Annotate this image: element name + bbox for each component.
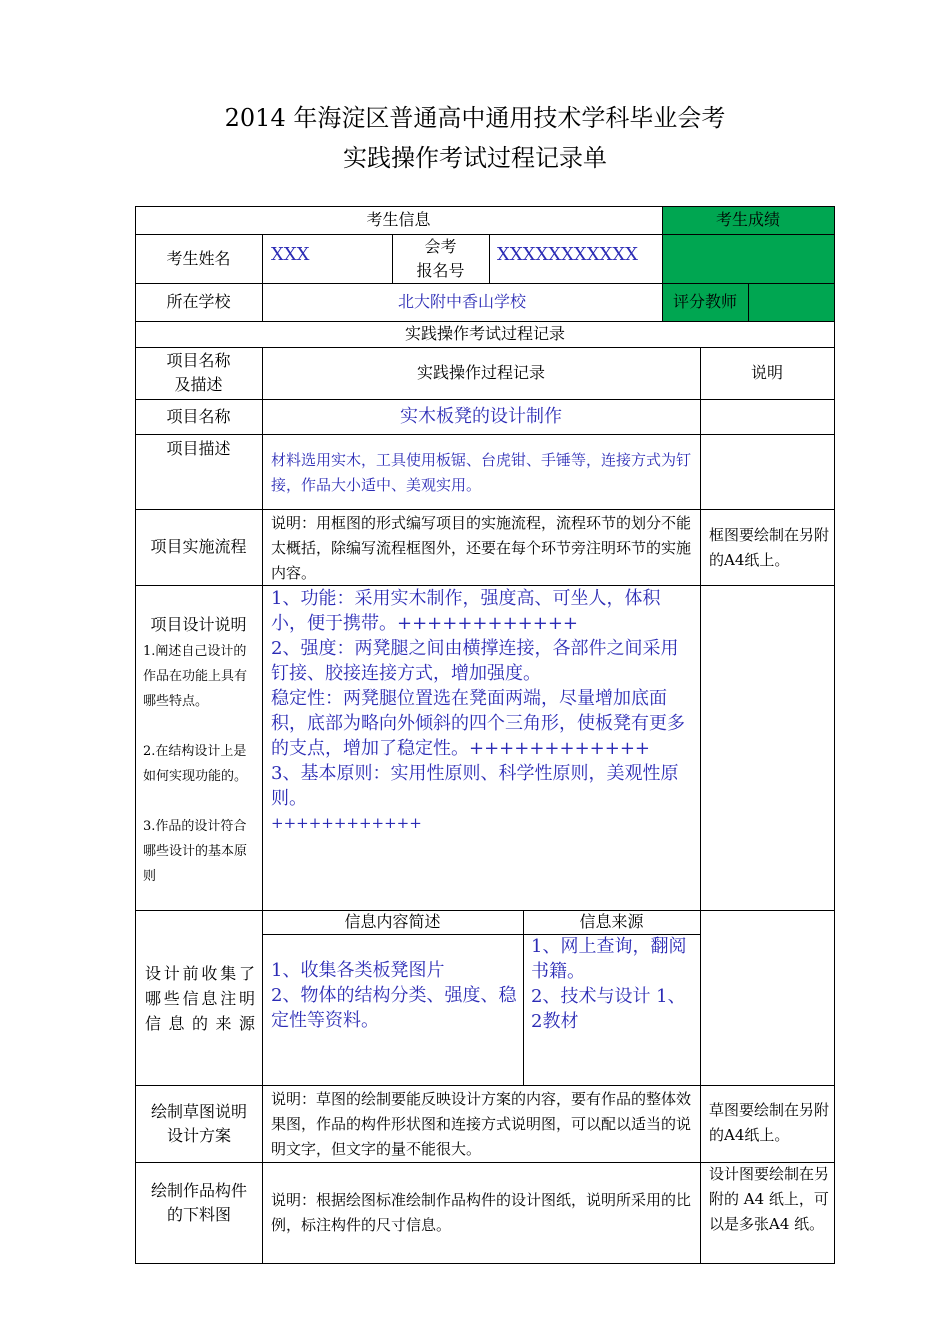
rule <box>700 347 701 1264</box>
info-source-value: 1、网上查询，翻阅书籍。 2、技术与设计 1、2教材 <box>531 936 687 1032</box>
design-point-2: 2、强度：两凳腿之间由横撑连接，各部件之间采用钉接、胶接连接方式，增加强度。 <box>271 638 679 684</box>
project-name-value: 实木板凳的设计制作 <box>400 406 562 427</box>
teacher-label: 评分教师 <box>672 292 737 311</box>
info-content-header: 信息内容简述 <box>344 912 441 931</box>
rule <box>489 234 490 283</box>
border-bottom <box>135 1263 835 1264</box>
reg-label <box>392 234 489 283</box>
parts-label: 绘制作品构件的下料图 <box>150 1181 247 1224</box>
parts-value: 说明：根据绘图标准绘制作品构件的设计图纸，说明所采用的比例，标注构件的尺寸信息。 <box>271 1191 692 1234</box>
teacher-value-cell <box>748 283 834 321</box>
col3-header: 说明 <box>750 363 783 382</box>
col1-header-line1: 项目名称 <box>166 351 231 370</box>
design-question-1: 1.阐述自己设计的作品在功能上具有哪些特点。 <box>143 644 248 709</box>
project-name-label: 项目名称 <box>166 406 231 426</box>
rule <box>748 283 749 321</box>
record-section-label: 实践操作考试过程记录 <box>404 324 565 343</box>
design-point-1: 1、功能：采用实木制作，强度高、可坐人，体积小，便于携带。++++++++++++ <box>271 588 661 634</box>
score-value-cell <box>662 234 834 283</box>
parts-note: 设计图要绘制在另附的 A4 纸上，可以是多张A4 纸。 <box>709 1165 830 1233</box>
record-form <box>135 206 835 1264</box>
info-source-header: 信息来源 <box>579 912 644 931</box>
school-value: 北大附中香山学校 <box>397 292 526 311</box>
project-desc-value: 材料选用实木，工具使用板锯、台虎钳、手锤等，连接方式为钉接，作品大小适中、美观实用。 <box>271 451 692 494</box>
design-point-5: ++++++++++++ <box>271 814 422 832</box>
design-question-3: 3.作品的设计符合哪些设计的基本原则 <box>143 819 248 884</box>
info-content-value: 1、收集各类板凳图片 2、物体的结构分类、强度、稳定性等资料。 <box>271 960 517 1031</box>
flow-note: 框图要绘制在另附的A4纸上。 <box>709 526 830 569</box>
design-point-4: 3、基本原则：实用性原则、科学性原则，美观性原则。 <box>271 763 679 809</box>
name-value: XXX <box>271 244 310 265</box>
score-label: 考生成绩 <box>715 210 780 229</box>
rule <box>523 910 524 1085</box>
reg-value: XXXXXXXXXXX <box>497 244 638 265</box>
doc-title-line1: 2014 年海淀区普通高中通用技术学科毕业会考 <box>224 104 726 132</box>
sketch-note: 草图要绘制在另附的A4纸上。 <box>709 1101 830 1144</box>
project-desc-label: 项目描述 <box>166 439 231 458</box>
design-question-2: 2.在结构设计上是如何实现功能的。 <box>143 744 248 784</box>
reg-label-line2: 报名号 <box>416 260 465 280</box>
col2-header: 实践操作过程记录 <box>416 363 545 382</box>
border-right <box>834 206 835 1264</box>
col1-header <box>135 347 262 399</box>
flow-value: 说明：用框图的形式编写项目的实施流程，流程环节的划分不能太概括，除编写流程框图外，还要在每个环节旁注明环节的实施内容。 <box>271 514 692 582</box>
flow-label: 项目实施流程 <box>150 537 247 556</box>
name-label: 考生姓名 <box>166 248 231 268</box>
reg-label-line1: 会考 <box>424 236 457 256</box>
sketch-value: 说明：草图的绘制要能反映设计方案的内容，要有作品的整体效果图，作品的构件形状图和连接方式说明图，可以配以适当的说明文字，但文字的量不能很大。 <box>271 1090 692 1158</box>
student-section-label: 考生信息 <box>366 210 431 229</box>
info-label: 设计前收集了哪些信息注明信息的来源 <box>145 964 255 1033</box>
sketch-label: 绘制草图说明设计方案 <box>150 1101 247 1145</box>
design-label: 项目设计说明 <box>150 615 247 634</box>
doc-title-line2: 实践操作考试过程记录单 <box>343 144 607 172</box>
school-label: 所在学校 <box>166 292 231 311</box>
rule <box>262 347 263 1264</box>
design-point-3: 稳定性：两凳腿位置选在凳面两端，尽量增加底面积，底部为略向外倾斜的四个三角形，使板凳有更多的支点，增加了稳定性。++++++++++++ <box>271 688 685 759</box>
col1-header-line2: 及描述 <box>174 375 223 394</box>
